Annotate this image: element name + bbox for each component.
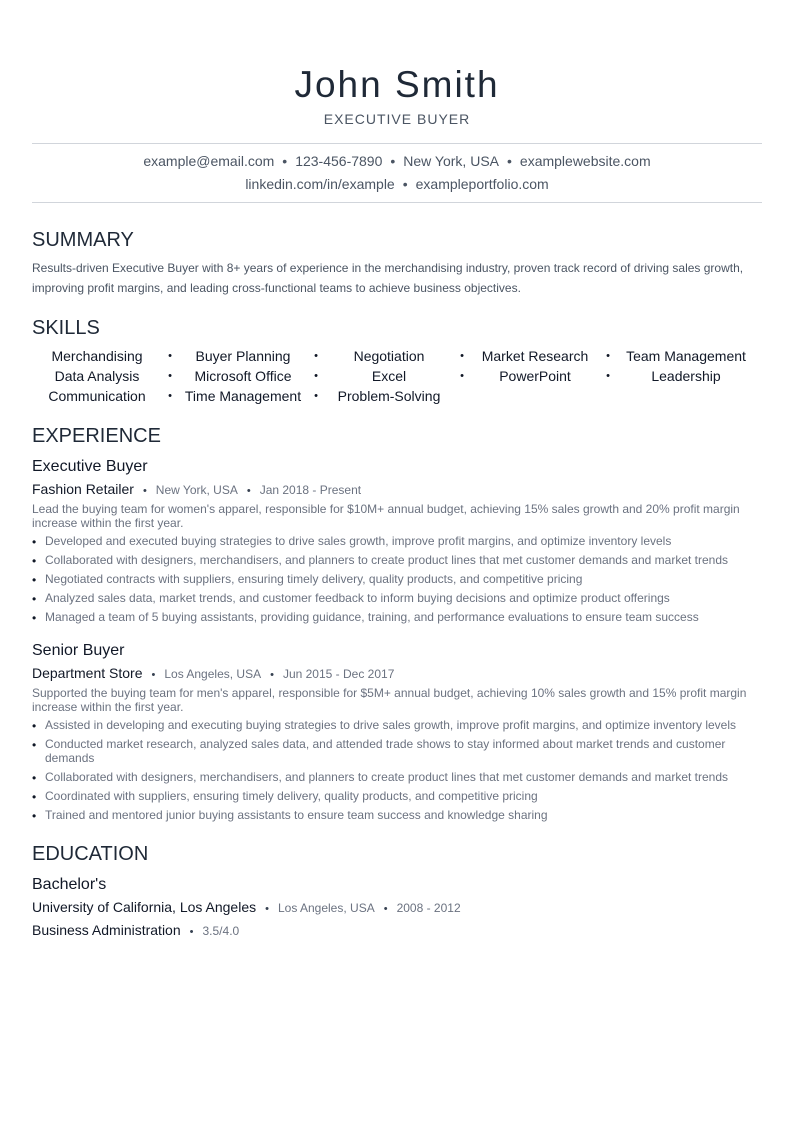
- contact-website[interactable]: examplewebsite.com: [519, 153, 651, 169]
- skill-separator: •: [168, 370, 172, 382]
- skill-separator: •: [606, 370, 610, 382]
- school-years: 2008 - 2012: [396, 901, 461, 915]
- summary-text: Results-driven Executive Buyer with 8+ years of experience in the merchandising industry, proven track record of driving sales growth, improving profit margins, and leading cross-functional teams to achieve business objectives.: [32, 261, 744, 295]
- job-company: Fashion Retailer: [32, 481, 134, 497]
- contact-separator: •: [507, 153, 512, 169]
- skill-separator: •: [606, 350, 610, 362]
- resume-page: [32, 0, 762, 942]
- job-dates: Jun 2015 - Dec 2017: [282, 667, 395, 681]
- contact-separator: •: [390, 153, 396, 169]
- skill-item: Leadership: [651, 368, 721, 384]
- skill-item: Negotiation: [353, 348, 425, 364]
- education-heading: EDUCATION: [32, 843, 149, 865]
- duty-item: • Assisted in developing and executing buying strategies to drive sales growth, improve profit margins, and optimize inventory levels: [32, 718, 762, 732]
- duty-item: • Collaborated with designers, merchandisers, and planners to create product lines that met customer demands and market trends: [32, 770, 762, 784]
- contact-portfolio[interactable]: exampleportfolio.com: [415, 176, 549, 192]
- job-description: Lead the buying team for women's apparel, responsible for $10M+ annual budget, achieving 15% sales growth and 20% profit margin increase within the first year.: [32, 502, 740, 530]
- skill-item: Buyer Planning: [195, 348, 291, 364]
- skill-separator: •: [460, 350, 464, 362]
- skills-grid: [32, 346, 762, 406]
- skill-item: Market Research: [481, 348, 589, 364]
- resume-header: [32, 0, 762, 128]
- job-description: Supported the buying team for men's apparel, responsible for $5M+ annual budget, achieving 10% sales growth and 15% profit margin increase within the first year.: [32, 686, 747, 714]
- skill-separator: •: [314, 350, 318, 362]
- skill-item: Excel: [371, 368, 407, 384]
- meta-separator: •: [151, 669, 156, 681]
- skill-item: Microsoft Office: [194, 368, 292, 384]
- school-meta: [32, 897, 762, 919]
- job-dates: Jan 2018 - Present: [259, 483, 362, 497]
- skill-separator: •: [314, 370, 318, 382]
- gpa: 3.5/4.0: [202, 924, 240, 938]
- job-location: Los Angeles, USA: [164, 667, 262, 681]
- skills-row: [32, 386, 762, 406]
- duty-item: • Developed and executed buying strategies to drive sales growth, improve profit margins, and optimize inventory levels: [32, 534, 762, 548]
- skill-item: PowerPoint: [499, 368, 571, 384]
- field-of-study: Business Administration: [32, 922, 181, 938]
- contact-line-1: [32, 150, 762, 173]
- meta-separator: •: [265, 903, 269, 915]
- meta-separator: •: [246, 485, 251, 497]
- education-entry: [32, 874, 762, 942]
- skill-separator: •: [168, 390, 172, 402]
- job-meta: [32, 663, 762, 685]
- job-title: Executive Buyer: [32, 458, 148, 475]
- meta-separator: •: [383, 903, 388, 915]
- duty-item: • Analyzed sales data, market trends, and customer feedback to inform buying decisions and optimize product offerings: [32, 591, 762, 605]
- skill-item: Merchandising: [51, 348, 143, 364]
- skill-item: Problem-Solving: [337, 388, 441, 404]
- skill-separator: •: [460, 370, 464, 382]
- meta-separator: •: [142, 485, 147, 497]
- field-meta: [32, 920, 762, 942]
- job-entry: [32, 640, 762, 822]
- skill-item: Communication: [48, 388, 146, 404]
- contact-line-2: [32, 173, 762, 196]
- contact-divider: [32, 202, 762, 203]
- summary-heading: SUMMARY: [32, 229, 134, 251]
- school-location: Los Angeles, USA: [277, 901, 375, 915]
- skills-heading: SKILLS: [32, 317, 100, 339]
- skill-separator: •: [314, 390, 318, 402]
- contact-phone[interactable]: 123-456-7890: [295, 153, 383, 169]
- job-meta: [32, 479, 762, 501]
- duty-item: • Managed a team of 5 buying assistants, providing guidance, training, and performance evaluations to ensure team success: [32, 610, 762, 624]
- experience-heading: EXPERIENCE: [32, 425, 161, 447]
- contact-separator: •: [282, 153, 288, 169]
- duty-item: • Collaborated with designers, merchandisers, and planners to create product lines that met customer demands and market trends: [32, 553, 762, 567]
- skills-row: [32, 346, 762, 366]
- job-title: Senior Buyer: [32, 642, 125, 659]
- skill-item: Team Management: [626, 348, 746, 364]
- meta-separator: •: [270, 669, 274, 681]
- meta-separator: •: [189, 926, 194, 938]
- contact-location: New York, USA: [403, 153, 499, 169]
- school-name: University of California, Los Angeles: [32, 899, 257, 915]
- contact-info: [32, 144, 762, 202]
- job-entry: [32, 456, 762, 624]
- candidate-title: EXECUTIVE BUYER: [323, 111, 471, 127]
- duty-item: • Coordinated with suppliers, ensuring timely delivery, quality products, and competitive pricing: [32, 789, 762, 803]
- job-duties: [32, 534, 762, 624]
- duty-item: • Trained and mentored junior buying assistants to ensure team success and knowledge sharing: [32, 808, 762, 822]
- candidate-name: John Smith: [294, 64, 500, 105]
- skill-item: Time Management: [184, 388, 302, 404]
- skill-separator: •: [168, 350, 172, 362]
- job-company: Department Store: [32, 665, 143, 681]
- contact-separator: •: [402, 176, 408, 192]
- degree: Bachelor's: [32, 876, 107, 893]
- duty-item: • Conducted market research, analyzed sales data, and attended trade shows to stay informed about market trends and customer demands: [32, 737, 762, 765]
- job-location: New York, USA: [155, 483, 238, 497]
- job-duties: [32, 718, 762, 822]
- skill-item: Data Analysis: [54, 368, 140, 384]
- contact-linkedin[interactable]: linkedin.com/in/example: [245, 176, 395, 192]
- skills-row: [32, 366, 762, 386]
- duty-item: • Negotiated contracts with suppliers, ensuring timely delivery, quality products, and competitive pricing: [32, 572, 762, 586]
- contact-email[interactable]: example@email.com: [143, 153, 275, 169]
